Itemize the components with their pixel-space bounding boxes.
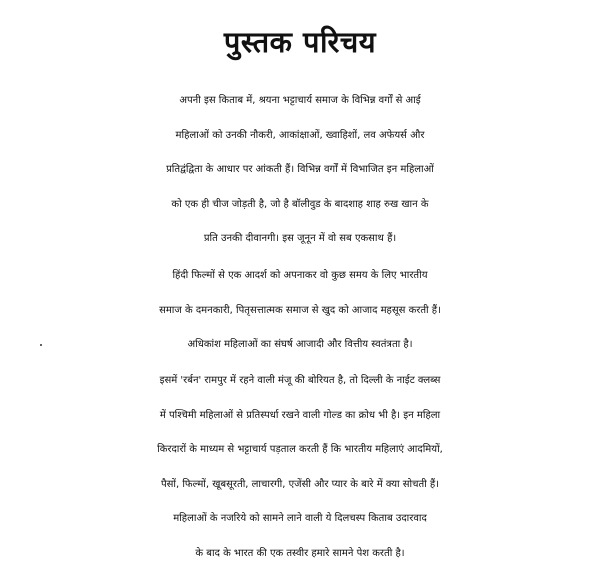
paragraph-3 [0,364,600,571]
paragraph-2 [0,259,600,363]
paragraph-line: को एक ही चीज जोड़ती है, जो है बॉलीवुड के बादशाह शाह रुख खान के [171,198,429,210]
paragraph-line: इसमें 'रर्बन' रामपुर में रहने वाली मंजू की बोरियत है, तो दिल्ली के नाईट क्लब्स [159,375,441,386]
paragraph-1 [0,84,600,257]
paragraph-line: समाज के दमनकारी, पितृसत्तात्मक समाज से खुद को आजाद महसूस करती हैं। [159,304,441,316]
paragraph-line: पैसों, फिल्मों, खूबसूरती, लाचारगी, एजेंसी और प्यार के बारे में क्या सोचती हैं। [160,478,440,490]
paragraph-line: हिंदी फिल्मों से एक आदर्श को अपनाकर वो कुछ समय के लिए भारतीय [172,270,428,281]
paragraph-line: के बाद के भारत की एक तस्वीर हमारे सामने पेश करती है। [195,547,405,559]
paragraph-line: प्रति उनकी दीवानगी। इस जूनून में वो सब एकसाथ हैं। [203,233,397,244]
paragraph-line: प्रतिद्वंद्विता के आधार पर आंकती हैं। विभिन्न वर्गों में विभाजित इन महिलाओं [166,164,434,175]
scan-speck [40,344,42,346]
paragraph-line: किरदारों के माध्यम से भट्टाचार्य पड़ताल करती हैं कि भारतीय महिलाएं आदमियों, [157,444,443,455]
page-title: पुस्तक परिचय [223,25,377,59]
paragraph-line: महिलाओं को उनकी नौकरी, आकांक्षाओं, ख्वाहिशों, लव अफेयर्स और [175,129,425,141]
paragraph-line: अधिकांश महिलाओं का संघर्ष आजादी और वित्तीय स्वतंत्रता है। [187,339,413,350]
paragraph-line: महिलाओं के नजरिये को सामने लाने वाली ये दिलचस्प किताब उदारवाद [173,513,427,524]
paragraph-line: में पश्चिमी महिलाओं से प्रतिस्पर्धा रखने वाली गोल्ड का क्रोध भी है। इन महिला [159,409,441,421]
paragraph-line: अपनी इस किताब में, श्रयना भट्टाचार्य समाज के विभिन्न वर्गों से आई [179,95,421,106]
